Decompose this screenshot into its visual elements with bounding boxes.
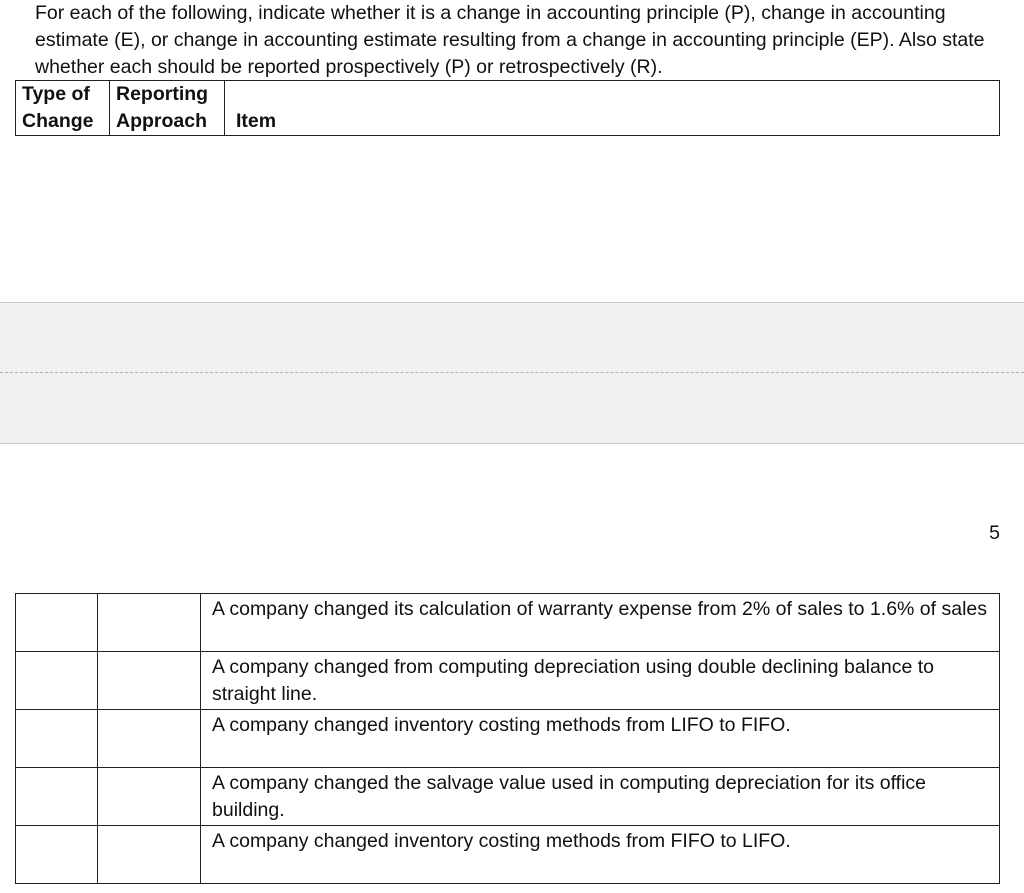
type-of-change-cell[interactable] xyxy=(16,710,98,768)
page-number: 5 xyxy=(989,522,1000,544)
item-cell: A company changed from computing depreciation using double declining balance to straight line. xyxy=(201,652,1000,710)
item-cell: A company changed inventory costing methods from LIFO to FIFO. xyxy=(201,710,1000,768)
reporting-approach-cell[interactable] xyxy=(98,594,201,652)
type-of-change-cell[interactable] xyxy=(16,768,98,826)
reporting-approach-line1: Reporting xyxy=(116,83,209,105)
type-of-change-cell[interactable] xyxy=(16,826,98,884)
item-cell: A company changed inventory costing methods from FIFO to LIFO. xyxy=(201,826,1000,884)
header-row xyxy=(16,81,1000,136)
item-cell: A company changed its calculation of warranty expense from 2% of sales to 1.6% of sales xyxy=(201,594,1000,652)
table-row xyxy=(16,710,1000,768)
page-gap xyxy=(0,302,1024,444)
instructions-text: For each of the following, indicate whether it is a change in accounting principle (P), change in accounting estimate (E), or change in accounting estimate resulting from a change in accounting principle (EP). Also state whether each should be reported prospectively (P) or retrospectively (R). xyxy=(35,2,985,78)
reporting-approach-cell[interactable] xyxy=(98,710,201,768)
items-table xyxy=(15,593,1000,884)
item-header: Item xyxy=(225,81,1000,136)
type-of-change-line1: Type of xyxy=(22,83,90,105)
reporting-approach-cell[interactable] xyxy=(98,826,201,884)
type-of-change-header xyxy=(16,81,110,136)
table-row xyxy=(16,594,1000,652)
reporting-approach-cell[interactable] xyxy=(98,652,201,710)
reporting-approach-cell[interactable] xyxy=(98,768,201,826)
type-of-change-line2: Change xyxy=(22,110,94,132)
table-row xyxy=(16,652,1000,710)
item-cell: A company changed the salvage value used in computing depreciation for its office building. xyxy=(201,768,1000,826)
type-of-change-cell[interactable] xyxy=(16,652,98,710)
type-of-change-cell[interactable] xyxy=(16,594,98,652)
reporting-approach-header xyxy=(110,81,225,136)
table-row xyxy=(16,826,1000,884)
reporting-approach-line2: Approach xyxy=(116,110,208,132)
table-row xyxy=(16,768,1000,826)
page-break-divider xyxy=(0,372,1024,373)
header-table xyxy=(15,80,1000,136)
